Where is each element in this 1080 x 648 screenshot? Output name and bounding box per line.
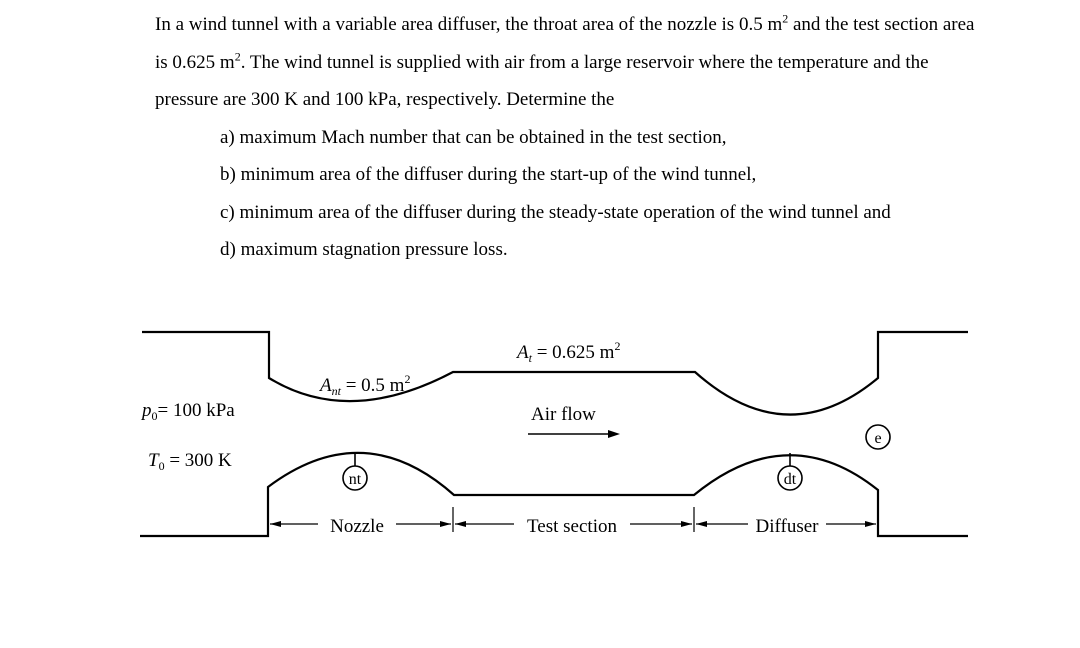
p0-label	[140, 400, 235, 423]
problem-text-2: and the test section area is 0.625 m	[155, 14, 975, 73]
dim-arrow-3	[455, 521, 466, 527]
diffuser-label: Diffuser	[755, 516, 819, 537]
T0-subscript: 0	[158, 459, 165, 473]
test-section-area-label	[515, 339, 620, 365]
airflow-label: Air flow	[531, 404, 596, 425]
Ant-subscript: nt	[331, 384, 341, 398]
At-subscript: t	[528, 351, 532, 365]
At-symbol: A	[517, 342, 529, 363]
Ant-symbol: A	[320, 375, 332, 396]
At-value: = 0.625 m	[531, 342, 615, 363]
T0-symbol: T	[148, 450, 159, 471]
p0-symbol: p	[142, 400, 152, 421]
part-d: d) maximum stagnation pressure loss.	[220, 239, 508, 260]
At-exponent: 2	[614, 339, 621, 353]
station-nt-label: nt	[348, 471, 362, 488]
dim-arrow-5	[696, 521, 707, 527]
problem-exp-1: 2	[782, 11, 789, 26]
nozzle-label: Nozzle	[330, 516, 384, 537]
part-a: a) maximum Mach number that can be obtained in the test section,	[220, 126, 727, 148]
station-dt-label: dt	[783, 471, 797, 488]
part-b: b) minimum area of the diffuser during the start-up of the wind tunnel,	[220, 164, 757, 185]
p0-subscript: 0	[151, 409, 158, 423]
dim-arrow-2	[440, 521, 451, 527]
Ant-exponent: 2	[404, 372, 411, 386]
p0-value: = 100 kPa	[157, 400, 235, 421]
T0-value: = 300 K	[164, 450, 232, 471]
airflow-arrowhead	[608, 430, 620, 438]
T0-label	[148, 450, 232, 473]
test-section-label: Test section	[527, 516, 617, 537]
Ant-value: = 0.5 m	[340, 375, 405, 396]
nozzle-throat-area-label	[318, 372, 410, 398]
dim-arrow-1	[270, 521, 281, 527]
station-e-label: e	[874, 430, 882, 447]
problem-exp-2: 2	[234, 49, 241, 64]
dim-arrow-4	[681, 521, 692, 527]
part-c: c) minimum area of the diffuser during the steady-state operation of the wind tunnel and	[220, 201, 891, 223]
problem-text-3: . The wind tunnel is supplied with air from a large reservoir where the temperature and the pressure are 300 K and 100 kPa, respectively. Determine the	[155, 51, 929, 110]
dim-arrow-6	[865, 521, 876, 527]
problem-text-1: In a wind tunnel with a variable area diffuser, the throat area of the nozzle is 0.5 m	[155, 14, 783, 35]
